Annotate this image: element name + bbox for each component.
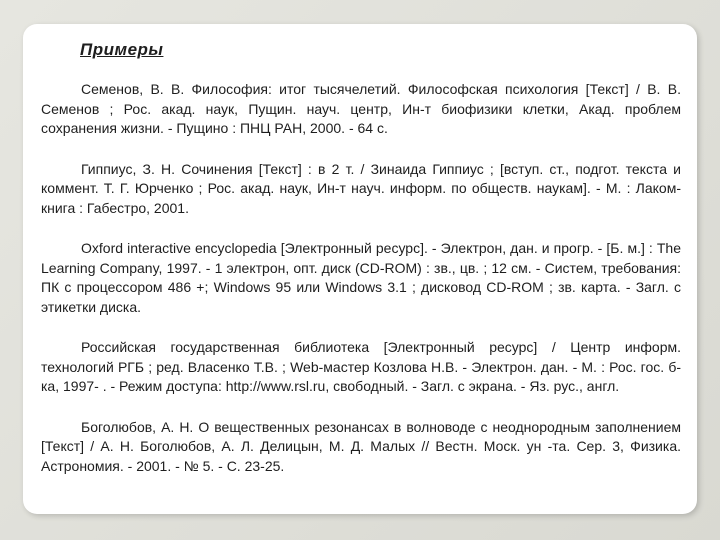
- bibliography-entry: Боголюбов, А. Н. О вещественных резонансах в волноводе с неоднородным заполнением [Текст] / А. Н. Боголюбов, А. Л. Делицын, М. Д. Малых // Вестн. Моск. ун -та. Сер. 3, Физика. Астрономия. - 2001. - № 5. - С. 23-25.: [41, 418, 681, 474]
- page-title: Примеры: [80, 40, 164, 59]
- bibliography-entry: Гиппиус, З. Н. Сочинения [Текст] : в 2 т. / Зинаида Гиппиус ; [вступ. ст., подгот. текста и коммент. Т. Г. Юрченко ; Рос. акад. наук, Ин-т науч. информ. по обществ. наукам]. - М. : Лаком-книга : Габестро, 2001.: [41, 160, 681, 216]
- bibliography-entry: Oxford interactive encyclopedia [Электронный ресурс]. - Электрон, дан. и прогр. - [Б. м.] : The Learning Company, 1997. - 1 электрон, опт. диск (CD-ROM) : зв., цв. ; 12 см. - Систем, требования: ПК с процессором 486 +; Windows 95 или Windows 3.1 ; дисковод CD-ROM ; зв. карта. - Загл. с этикетки диска.: [41, 240, 681, 315]
- bibliography-entry: Семенов, В. В. Философия: итог тысячелетий. Философская психология [Текст] / В. В. Семенов ; Рос. акад. наук, Пущин. науч. центр, Ин-т биофизики клетки, Акад. проблем сохранения жизни. - Пущино : ПНЦ РАН, 2000. - 64 с.: [41, 81, 681, 136]
- bibliography-entry: Российская государственная библиотека [Электронный ресурс] / Центр информ. технологий РГБ ; ред. Власенко Т.В. ; Web-мастер Козлова Н.В. - Электрон. дан. - М. : Рос. гос. б-ка, 1997- . - Режим доступа: http://www.rsl.ru, свободный. - Загл. с экрана. - Яз. рус., англ.: [41, 339, 681, 394]
- bibliography-list: [41, 80, 681, 497]
